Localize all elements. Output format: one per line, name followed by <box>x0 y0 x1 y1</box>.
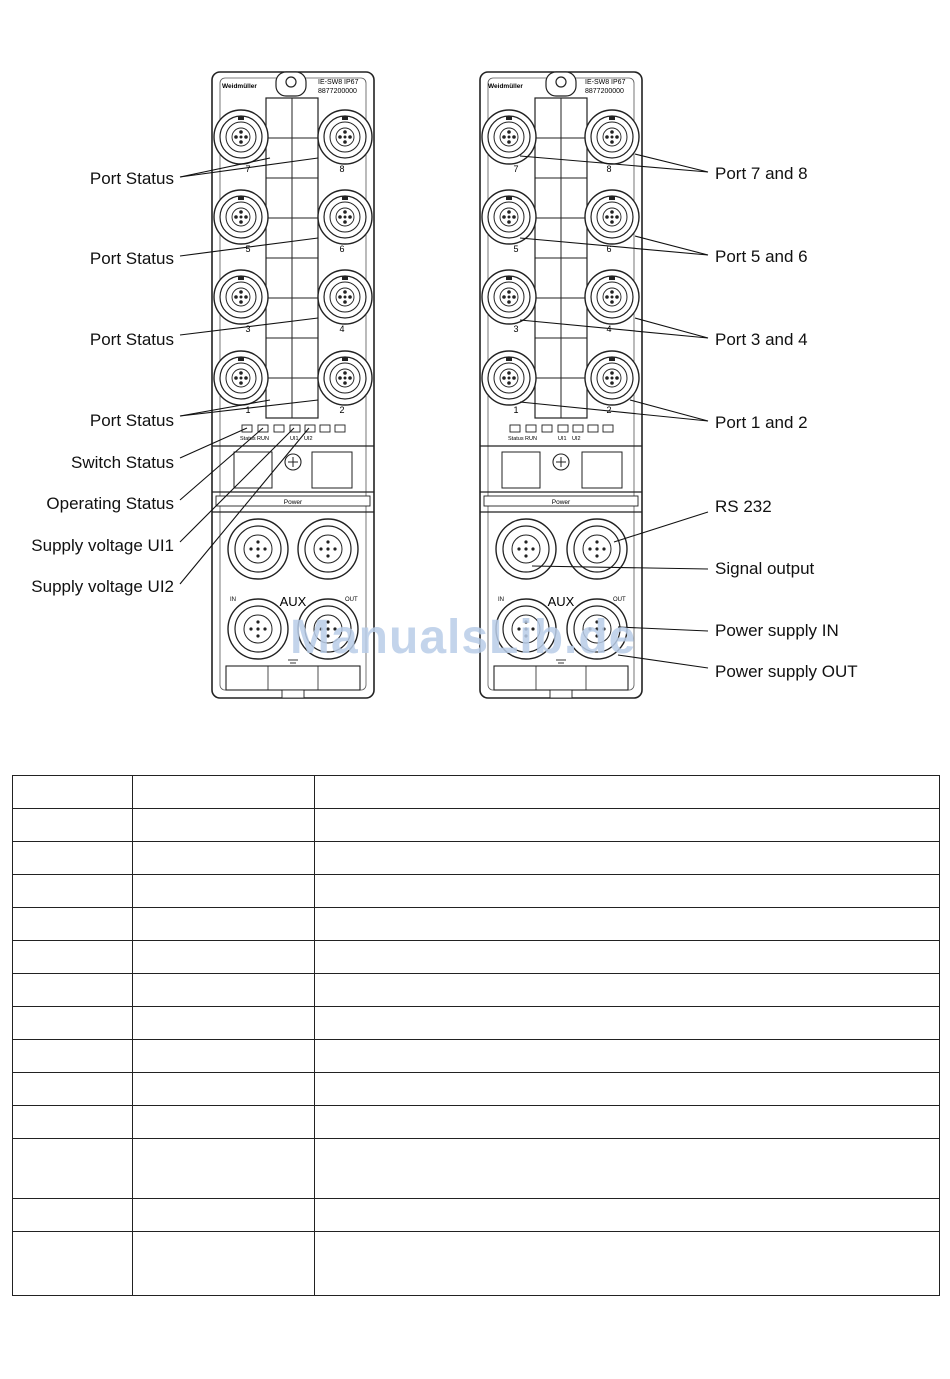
callout-power-supply-in: Power supply IN <box>715 621 839 640</box>
left-model: IE-SW8 IP67 <box>318 79 359 86</box>
table-row <box>13 974 940 1007</box>
callout-port-3-4: Port 3 and 4 <box>715 330 808 349</box>
right-port-num: 2 <box>606 405 612 415</box>
table-cell <box>133 1232 315 1296</box>
callout-port-status: Port Status <box>89 169 174 188</box>
table-cell <box>133 776 315 809</box>
right-aux-label: AUX <box>547 594 575 609</box>
right-module <box>480 72 642 698</box>
right-port-num: 8 <box>606 164 612 174</box>
right-port-num: 4 <box>606 324 612 334</box>
table-cell <box>133 974 315 1007</box>
callout-rs232: RS 232 <box>715 497 772 516</box>
watermark: ManualsLib.de <box>290 611 637 664</box>
table-cell <box>133 809 315 842</box>
table-cell <box>315 941 940 974</box>
right-article: 8877200000 <box>585 88 624 95</box>
table-row <box>13 1139 940 1199</box>
table-cell <box>133 1007 315 1040</box>
table-cell <box>133 1040 315 1073</box>
right-led-label: Status <box>508 436 524 442</box>
table-cell <box>13 842 133 875</box>
table-cell <box>315 1040 940 1073</box>
table-row <box>13 875 940 908</box>
table-row <box>13 908 940 941</box>
table-cell <box>315 908 940 941</box>
callout-port-status: Port Status <box>89 411 174 430</box>
right-brand: Weidmüller <box>488 83 523 90</box>
left-port-num: 7 <box>245 164 251 174</box>
table-cell <box>13 1139 133 1199</box>
table-cell <box>133 941 315 974</box>
table-cell <box>13 809 133 842</box>
table-cell <box>133 875 315 908</box>
table-cell <box>315 1232 940 1296</box>
right-port-num: 1 <box>513 405 519 415</box>
table-row <box>13 941 940 974</box>
left-article: 8877200000 <box>318 88 357 95</box>
table-row <box>13 776 940 809</box>
table-row <box>13 1073 940 1106</box>
table-cell <box>315 1073 940 1106</box>
left-power-label: Power <box>283 499 303 506</box>
left-port-num: 5 <box>245 244 251 254</box>
table-row <box>13 1199 940 1232</box>
table-cell <box>315 1007 940 1040</box>
right-in-label: IN <box>498 597 504 603</box>
table-row <box>13 809 940 842</box>
table-cell <box>133 1073 315 1106</box>
right-out-label: OUT <box>613 597 626 603</box>
callout-port-status: Port Status <box>89 330 174 349</box>
callout-port-1-2: Port 1 and 2 <box>715 413 808 432</box>
table-cell <box>315 1106 940 1139</box>
table-cell <box>13 1232 133 1296</box>
table-cell <box>315 1199 940 1232</box>
callout-power-supply-out: Power supply OUT <box>715 662 858 681</box>
table-cell <box>133 908 315 941</box>
left-in-label: IN <box>230 597 236 603</box>
left-led-label: UI2 <box>304 436 313 442</box>
callout-supply-voltage-ui1: Supply voltage UI1 <box>31 536 174 555</box>
right-power-label: Power <box>551 499 571 506</box>
callout-signal-output: Signal output <box>715 559 815 578</box>
right-model: IE-SW8 IP67 <box>585 79 626 86</box>
table-cell <box>315 974 940 1007</box>
left-module <box>212 72 374 698</box>
table-cell <box>315 809 940 842</box>
left-out-label: OUT <box>345 597 358 603</box>
table-cell <box>315 1139 940 1199</box>
left-port-num: 1 <box>245 405 251 415</box>
left-brand: Weidmüller <box>222 83 257 90</box>
left-port-num: 8 <box>339 164 345 174</box>
right-led-label: UI1 <box>558 436 567 442</box>
table-row <box>13 1106 940 1139</box>
table-row <box>13 842 940 875</box>
table-cell <box>13 875 133 908</box>
right-port-num: 3 <box>513 324 519 334</box>
table-cell <box>13 1040 133 1073</box>
table-cell <box>13 1199 133 1232</box>
left-led-label: Status <box>240 436 256 442</box>
table-cell <box>315 842 940 875</box>
table-cell <box>13 974 133 1007</box>
callout-operating-status: Operating Status <box>46 494 174 513</box>
left-led-label: UI1 <box>290 436 299 442</box>
left-port-num: 6 <box>339 244 345 254</box>
left-aux-label: AUX <box>279 594 307 609</box>
table-row <box>13 1232 940 1296</box>
table-cell <box>133 1199 315 1232</box>
table-cell <box>133 1139 315 1199</box>
left-port-num: 2 <box>339 405 345 415</box>
callout-port-7-8: Port 7 and 8 <box>715 164 808 183</box>
left-port-num: 3 <box>245 324 251 334</box>
callout-switch-status: Switch Status <box>71 453 174 472</box>
table-cell <box>315 875 940 908</box>
callout-port-5-6: Port 5 and 6 <box>715 247 808 266</box>
table-cell <box>13 1007 133 1040</box>
right-port-num: 6 <box>606 244 612 254</box>
right-led-label: RUN <box>525 436 537 442</box>
table-cell <box>13 776 133 809</box>
callout-port-status: Port Status <box>89 249 174 268</box>
left-port-num: 4 <box>339 324 345 334</box>
table-cell <box>133 1106 315 1139</box>
description-table <box>12 775 940 1296</box>
right-port-num: 7 <box>513 164 519 174</box>
left-led-label: RUN <box>257 436 269 442</box>
table-cell <box>133 842 315 875</box>
table-cell <box>13 941 133 974</box>
callout-supply-voltage-ui2: Supply voltage UI2 <box>31 577 174 596</box>
table-cell <box>13 908 133 941</box>
right-port-num: 5 <box>513 244 519 254</box>
table-cell <box>13 1073 133 1106</box>
table-row <box>13 1007 940 1040</box>
right-led-label: UI2 <box>572 436 581 442</box>
table-cell <box>13 1106 133 1139</box>
table-cell <box>315 776 940 809</box>
table-row <box>13 1040 940 1073</box>
